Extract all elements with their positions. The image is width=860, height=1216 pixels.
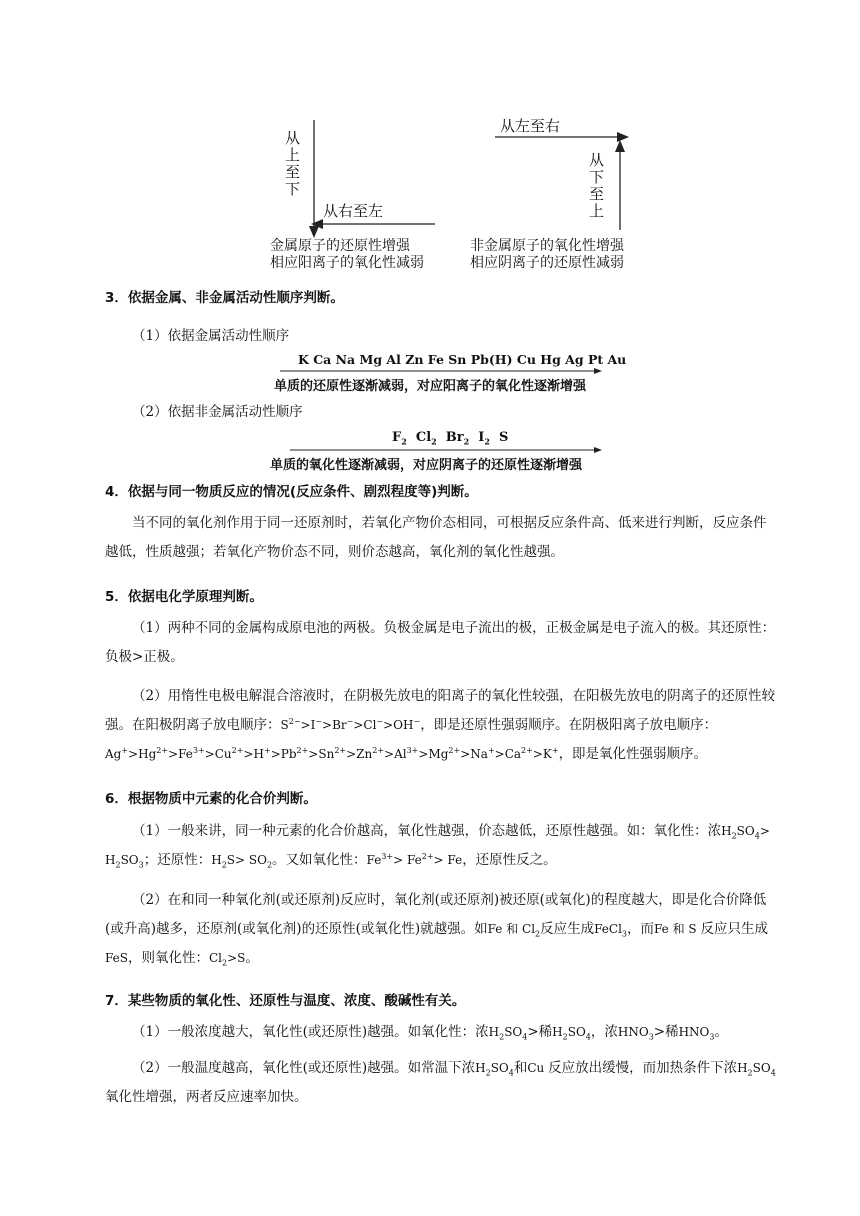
s5p2-text-c: ，即是氧化性强弱顺序。 (558, 746, 708, 762)
section-5-p2 (105, 682, 777, 769)
s5p2-text-a: （2）用惰性电极电解混合溶液时，在阴极先放电的阳离子的氧化性较强，在阳极先放电的阴离子的还原性较强。在阳极阴离子放电顺序： (105, 688, 776, 733)
formula-fe-series: $Fe^{3+}> Fe^{2+}> Fe$ (366, 852, 463, 867)
section-3-sub1: （1）依据金属活动性顺序 (132, 328, 290, 344)
metal-activity-series (270, 352, 627, 394)
nonmetal-series-caption: 单质的氧化性逐渐减弱，对应阴离子的还原性逐渐增强 (270, 458, 583, 473)
formula-h2so4-h2so3: $H_2SO_4> H_2SO_3$ (105, 824, 770, 870)
formula-h2so4-a: $H_2SO_4$ (488, 1025, 528, 1042)
nonmetal-series-text: $F_2$ $Cl_2$ $Br_2$ $I_2$ S (392, 430, 509, 447)
formula-h2so4-b: $H_2SO_4$ (552, 1025, 591, 1042)
section-4-heading: 4．依据与同一物质反应的情况(反应条件、剧烈程度等)判断。 (105, 484, 478, 500)
nonmetal-caption-1: 非金属原子的氧化性增强 (470, 238, 624, 254)
s5p2-text-b: ，即是还原性强弱顺序。在阴极阳离子放电顺序： (420, 717, 718, 733)
s7p1-text-c: ，浓 (590, 1024, 618, 1040)
section-7-p1: （1）一般浓度越大，氧化性(或还原性)越强。如氧化性：浓$H_2SO_4>$稀$H_2SO_4$，浓$HNO_3>$稀$HNO_3$。 (132, 1024, 728, 1042)
nonmetal-activity-series (270, 430, 610, 472)
s6p2-text-b: 反应生成 (540, 921, 595, 937)
s7p1-text-d: >稀 (653, 1024, 679, 1040)
metal-caption-2: 相应阳离子的氧化性减弱 (270, 255, 424, 271)
nonmetal-caption-2: 相应阴离子的还原性减弱 (470, 255, 624, 271)
s7p2-text-a: （2）一般温度越高，氧化性(或还原性)越强。如常温下浓 (132, 1060, 476, 1076)
vertical-label-right: 从下至上 (589, 151, 605, 220)
section-3-sub2: （2）依据非金属活动性顺序 (132, 404, 303, 420)
section-5-heading: 5．依据电化学原理判断。 (105, 589, 263, 605)
s7p1-text-a: （1）一般浓度越大，氧化性(或还原性)越强。如氧化性：浓 (132, 1024, 489, 1040)
section-6-heading: 6．根据物质中元素的化合价判断。 (105, 791, 317, 807)
s6p1-text-d: ，还原性反之。 (462, 852, 557, 868)
formula-fes: FeS (105, 951, 128, 965)
s7p1-text-b: >稀 (527, 1024, 553, 1040)
vertical-label-left: 从上至下 (285, 129, 301, 198)
s7p2-text-d: 氧化性增强，两者反应速率加快。 (105, 1089, 308, 1105)
metal-series-caption: 单质的还原性逐渐减弱，对应阳离子的氧化性逐渐增强 (274, 379, 587, 394)
formula-cu: Cu (527, 1061, 549, 1075)
activity-diagram (265, 110, 645, 275)
formula-h2s-so2: $H_2S> SO_2$ (211, 853, 273, 870)
section-6-p1 (105, 817, 777, 875)
formula-fe-cl2: Fe 和 $Cl_2$ (487, 922, 541, 939)
s7p2-text-b: 和 (513, 1060, 528, 1076)
section-4-body: 当不同的氧化剂作用于同一还原剂时，若氧化产物价态相同，可根据反应条件高、低来进行判断，反应条件越低，性质越强；若氧化产物价态不同，则价态越高，氧化剂的氧化性越强。 (105, 515, 767, 560)
horizontal-label-left: 从右至左 (323, 202, 384, 220)
s6p1-text-b: ；还原性： (143, 852, 212, 868)
formula-fecl3: FeCl$_3$ (594, 922, 628, 939)
metal-caption-1: 金属原子的还原性增强 (270, 238, 410, 254)
s7p2-text-c: 反应放出缓慢，而加热条件下浓 (548, 1060, 738, 1076)
s6p1-text-c: 。又如氧化性： (272, 852, 367, 868)
section-3-heading: 3．依据金属、非金属活动性顺序判断。 (105, 290, 344, 306)
formula-hno3-b: $HNO_3$ (678, 1025, 715, 1042)
horizontal-label-right: 从左至右 (500, 117, 561, 135)
formula-hno3-a: $HNO_3$ (617, 1025, 654, 1042)
metal-series-text: K Ca Na Mg Al Zn Fe Sn Pb(H) Cu Hg Ag Pt Au (298, 352, 627, 367)
s6p2-text-a: （2）在和同一种氧化剂(或还原剂)反应时，氧化剂(或还原剂)被还原(或氧化)的程度越大，即是化合价降低(或升高)越多，还原剂(或氧化剂)的还原性(或氧化性)就越强。如 (105, 892, 767, 937)
s6p2-text-e: ，则氧化性： (128, 950, 209, 966)
s6p1-text-a: （1）一般来讲，同一种元素的化合价越高，氧化性越强，价态越低，还原性越强。如：氧化性：浓 (132, 823, 722, 839)
s6p2-text-d: 反应只生成 (700, 921, 768, 937)
anion-order: $S^{2-}>I^->Br^->Cl^->OH^-$ (280, 717, 421, 732)
section-6-p2: （2）在和同一种氧化剂(或还原剂)反应时，氧化剂(或还原剂)被还原(或氧化)的程度越大，即是化合价降低(或升高)越多，还原剂(或氧化剂)的还原性(或氧化性)就越强。如Fe 和 $Cl_2$反应生成FeCl$_3$，而Fe 和 S 反应只生成FeS，则氧化性：$Cl_2>S$。 (105, 892, 768, 968)
cation-order: $Ag^+>Hg^{2+}>Fe^{3+}>Cu^{2+}>H^+>Pb^{2+}>Sn^{2+}>Zn^{2+}>Al^{3+}>Mg^{2+}>Na^+>Ca^{2+}>K^+$ (105, 746, 559, 761)
section-7-heading: 7．某些物质的氧化性、还原性与温度、浓度、酸碱性有关。 (105, 993, 466, 1009)
formula-h2so4-d: $H_2SO_4$ (737, 1061, 776, 1078)
s6p2-text-c: ，而 (627, 921, 655, 937)
section-5-p1: （1）两种不同的金属构成原电池的两极。负极金属是电子流出的极，正极金属是电子流入的极。其还原性：负极>正极。 (105, 620, 776, 665)
formula-cl2-s: $Cl_2>S$ (209, 951, 246, 968)
formula-h2so4-c: $H_2SO_4$ (475, 1061, 514, 1078)
formula-fe-s: Fe 和 S (654, 922, 701, 936)
section-7-p2 (105, 1054, 777, 1112)
